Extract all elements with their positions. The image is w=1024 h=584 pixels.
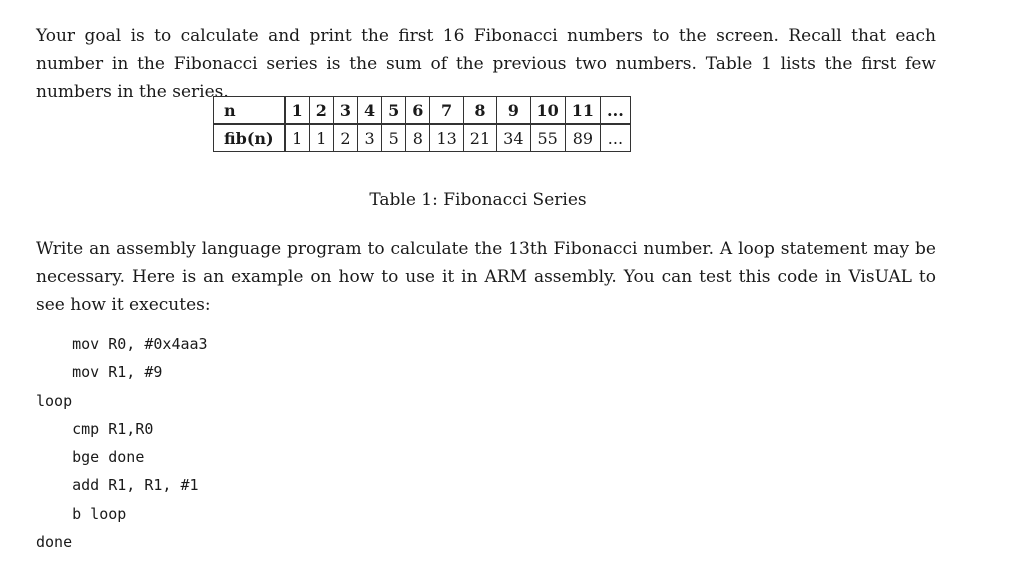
table-cell: 9 [497,97,530,125]
table-cell: 89 [565,124,600,152]
code-line: mov R1, #9 [36,363,163,382]
intro-paragraph: Your goal is to calculate and print the first 16 Fibonacci numbers to the screen. Recall that each number in the Fibonacci series is the sum of the previous two numbers. Table 1 lists the first few numbers in the series. [36,26,936,102]
table-cell: ... [601,124,631,152]
code-line: add R1, R1, #1 [36,476,199,495]
instructions-paragraph: Write an assembly language program to calculate the 13th Fibonacci number. A loop statement may be necessary. Here is an example on how to use it in ARM assembly. You can test this code in VisUAL to see how it executes: [36,239,936,315]
row-header-n: n [214,97,285,125]
table-row-fib [214,124,631,152]
code-line: done [36,533,73,552]
table-cell: 4 [358,97,382,125]
code-line: bge done [36,448,145,467]
table-cell: 3 [333,97,357,125]
table-cell: 1 [285,124,310,152]
table-cell: 5 [382,124,406,152]
table-cell: 10 [530,97,565,125]
table-cell: ... [601,97,631,125]
table-cell: 1 [309,124,333,152]
code-line: cmp R1,R0 [36,419,154,438]
table-cell: 6 [406,97,430,125]
table-cell: 8 [463,97,496,125]
table-cell: 5 [382,97,406,125]
table-cell: 11 [565,97,600,125]
fibonacci-table [213,96,631,152]
table-cell: 2 [309,97,333,125]
table-cell: 55 [530,124,565,152]
code-line: mov R0, #0x4aa3 [36,335,208,353]
code-block [36,330,208,556]
table-cell: 3 [358,124,382,152]
table-caption: Table 1: Fibonacci Series [369,190,587,210]
table-row-n [214,97,631,125]
table-cell: 7 [430,97,463,125]
table-cell: 8 [406,124,430,152]
row-header-fib: fib(n) [214,124,285,152]
code-line: b loop [36,504,127,523]
table-cell: 34 [497,124,530,152]
table-cell: 1 [285,97,310,125]
table-cell: 13 [430,124,463,152]
code-line: loop [36,391,73,410]
table-cell: 2 [333,124,357,152]
table-cell: 21 [463,124,496,152]
